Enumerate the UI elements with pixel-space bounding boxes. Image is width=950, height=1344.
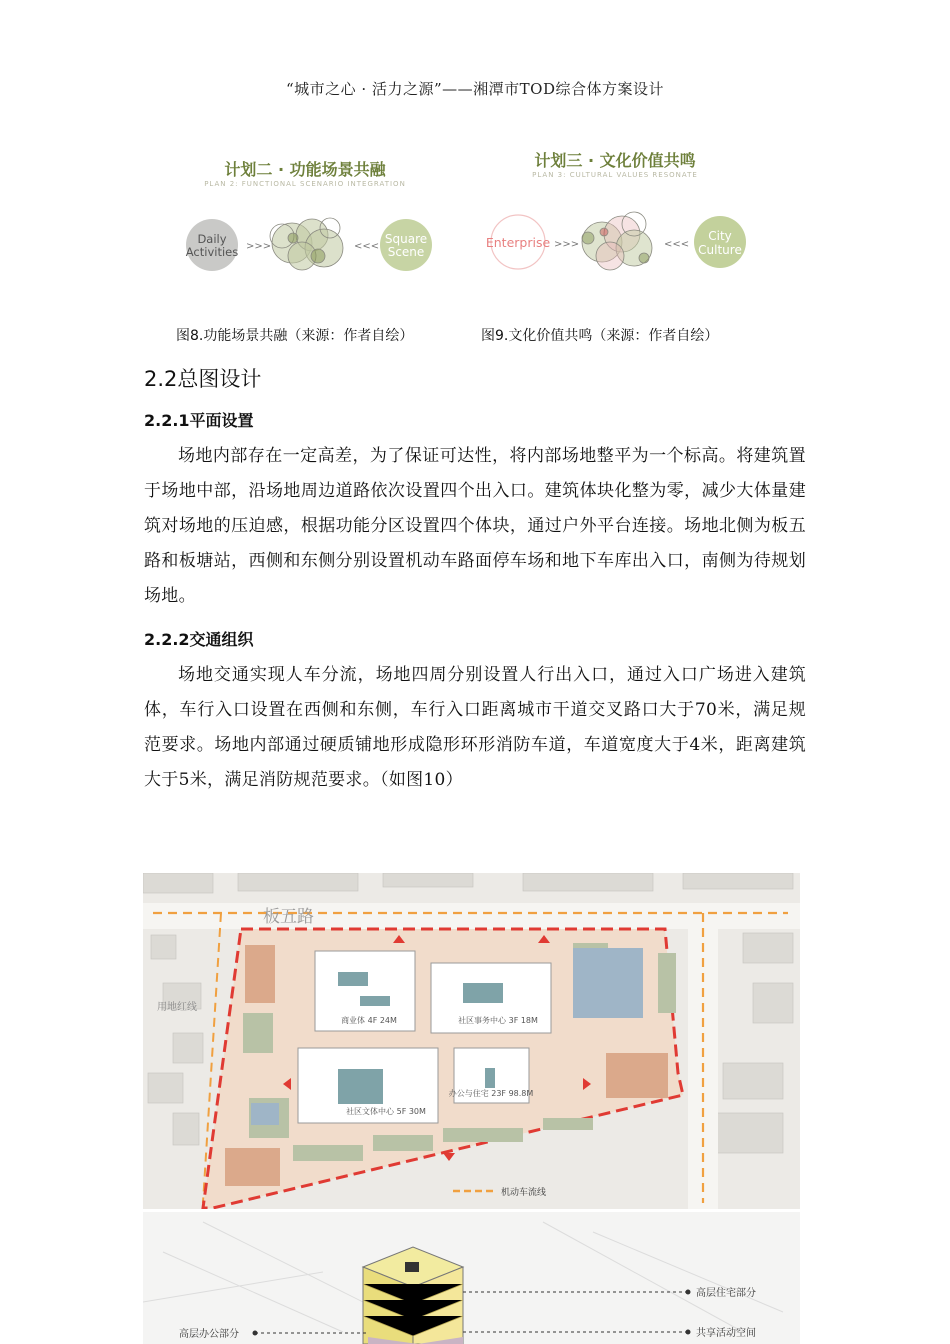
- plan3-subtitle: PLAN 3: CULTURAL VALUES RESONATE: [532, 171, 698, 179]
- building-label-2: 社区事务中心 3F 18M: [458, 1016, 538, 1025]
- plan2-diagram: [180, 198, 440, 298]
- resonance-cluster-icon: [582, 212, 652, 270]
- subsection-heading-plan: 2.2.1平面设置: [144, 411, 254, 430]
- figure9-caption: 图9.文化价值共鸣（来源：作者自绘）: [481, 328, 719, 344]
- axonometric-diagram: [143, 1212, 800, 1344]
- daily-activities-line1: Daily: [197, 232, 227, 246]
- plan2-title: 计划二 · 功能场景共融: [224, 160, 386, 179]
- enterprise-label: Enterprise: [485, 235, 551, 250]
- road-label: 板五路: [263, 907, 314, 927]
- daily-activities-line2: Activities: [185, 245, 239, 259]
- city-culture-line2: Culture: [698, 243, 742, 257]
- site-plan: [143, 873, 800, 1209]
- label-high-residence: 高层住宅部分: [696, 1288, 756, 1299]
- redline-label: 用地红线: [157, 1002, 197, 1013]
- paragraph-plan: 场地内部存在一定高差，为了保证可达性，将内部场地整平为一个标高。将建筑置于场地中部，沿场地周边道路依次设置四个出入口。建筑体块化整为零，减少大体量建筑对场地的压迫感，根据功能分区设置四个体块，通过户外平台连接。场地北侧为板五路和板塘站，西侧和东侧分别设置机动车路面停车场和地下车库出入口，南侧为待规划场地。: [144, 446, 806, 606]
- plan3-diagram: [484, 198, 754, 298]
- building-label-3: 社区文体中心 5F 30M: [346, 1107, 426, 1116]
- city-culture-line1: City: [708, 229, 732, 243]
- building-label-4: 办公与住宅 23F 98.8M: [448, 1089, 534, 1098]
- square-scene-line1: Square: [384, 232, 428, 246]
- arrow-left-icon: <<<: [354, 241, 380, 252]
- section-heading: 2.2总图设计: [144, 367, 262, 391]
- figure8-caption: 图8.功能场景共融（来源：作者自绘）: [176, 328, 414, 344]
- tower-volume: [363, 1247, 463, 1344]
- subsection-heading-traffic: 2.2.2交通组织: [144, 630, 254, 649]
- water-feature: [573, 948, 643, 1018]
- page-header: “城市之心 · 活力之源”——湘潭市TOD综合体方案设计: [286, 80, 664, 98]
- plan2-subtitle: PLAN 2: FUNCTIONAL SCENARIO INTEGRATION: [204, 180, 406, 188]
- building-label-1: 商业体 4F 24M: [341, 1016, 397, 1025]
- plan3-title: 计划三 · 文化价值共鸣: [534, 151, 696, 170]
- arrow-right-icon: >>>: [246, 241, 272, 252]
- paragraph-traffic: 场地交通实现人车分流，场地四周分别设置人行出入口，通过入口广场进入建筑体，车行入口设置在西侧和东侧，车行入口距离城市干道交叉路口大于70米，满足规范要求。场地内部通过硬质铺地形成隐形环形消防车道，车道宽度大于4米，距离建筑大于5米，满足消防规范要求。（如图10）: [144, 665, 806, 790]
- arrow-right-icon-2: >>>: [554, 239, 580, 250]
- label-shared-space: 共享活动空间: [696, 1328, 756, 1339]
- square-scene-line2: Scene: [387, 245, 425, 259]
- arrow-left-icon-2: <<<: [664, 239, 690, 250]
- integration-cluster-icon: [270, 218, 343, 270]
- label-high-office: 高层办公部分: [179, 1329, 239, 1340]
- legend-label: 机动车流线: [501, 1188, 547, 1198]
